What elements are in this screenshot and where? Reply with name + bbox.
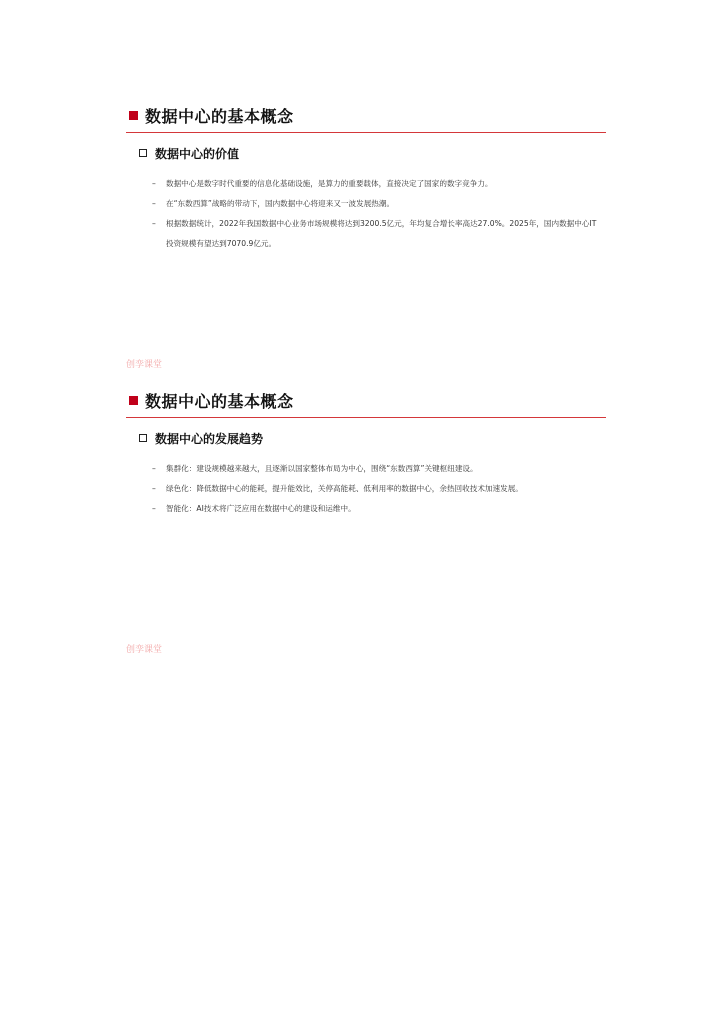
slide-2-bullet-list	[152, 459, 602, 519]
bullet-text: 根据数据统计，2022年我国数据中心业务市场规模将达到3200.5亿元，年均复合增长率高达27.0%。2025年，国内数据中心IT投资规模有望达到7070.9亿元。	[166, 219, 597, 248]
list-item	[152, 459, 602, 479]
list-item	[152, 479, 602, 499]
dash-icon: –	[152, 484, 156, 493]
list-item	[152, 214, 602, 254]
dash-icon: –	[152, 464, 156, 473]
bullet-text: 集群化：建设规模越来越大，且逐渐以国家整体布局为中心，围绕“东数西算”关键枢纽建设。	[166, 464, 478, 473]
slide-2-subtitle: 数据中心的发展趋势	[155, 431, 264, 446]
list-item	[152, 499, 602, 519]
slide-2-title-divider	[126, 417, 606, 418]
slide-1-title: 数据中心的基本概念	[145, 106, 294, 126]
slide-2-title: 数据中心的基本概念	[145, 391, 294, 411]
slide-1-title-row	[129, 100, 294, 130]
red-square-icon	[129, 111, 138, 120]
list-item	[152, 194, 602, 214]
list-item	[152, 174, 602, 194]
bullet-text: 数据中心是数字时代重要的信息化基础设施，是算力的重要载体，直接决定了国家的数字竞争力。	[166, 179, 493, 188]
slide-2-title-row	[129, 385, 294, 415]
dash-icon: –	[152, 504, 156, 513]
dash-icon: –	[152, 179, 156, 188]
bullet-text: 在“东数西算”战略的带动下，国内数据中心将迎来又一波发展热潮。	[166, 199, 395, 208]
red-square-icon	[129, 396, 138, 405]
watermark: 创孪课堂	[126, 645, 163, 655]
slide-2-subtitle-row	[139, 427, 263, 449]
slide-1-subtitle-row	[139, 142, 239, 164]
bullet-text: 智能化：AI技术将广泛应用在数据中心的建设和运维中。	[166, 504, 356, 513]
watermark: 创孪课堂	[126, 360, 163, 370]
slide-1-bullet-list	[152, 174, 602, 254]
bullet-text: 绿色化：降低数据中心的能耗，提升能效比，关停高能耗、低利用率的数据中心，余热回收技术加速发展。	[166, 484, 523, 493]
hollow-square-icon	[139, 149, 147, 157]
dash-icon: –	[152, 199, 156, 208]
slide-1-title-divider	[126, 132, 606, 133]
dash-icon: –	[152, 219, 156, 228]
hollow-square-icon	[139, 434, 147, 442]
slide-1-subtitle: 数据中心的价值	[155, 146, 240, 161]
